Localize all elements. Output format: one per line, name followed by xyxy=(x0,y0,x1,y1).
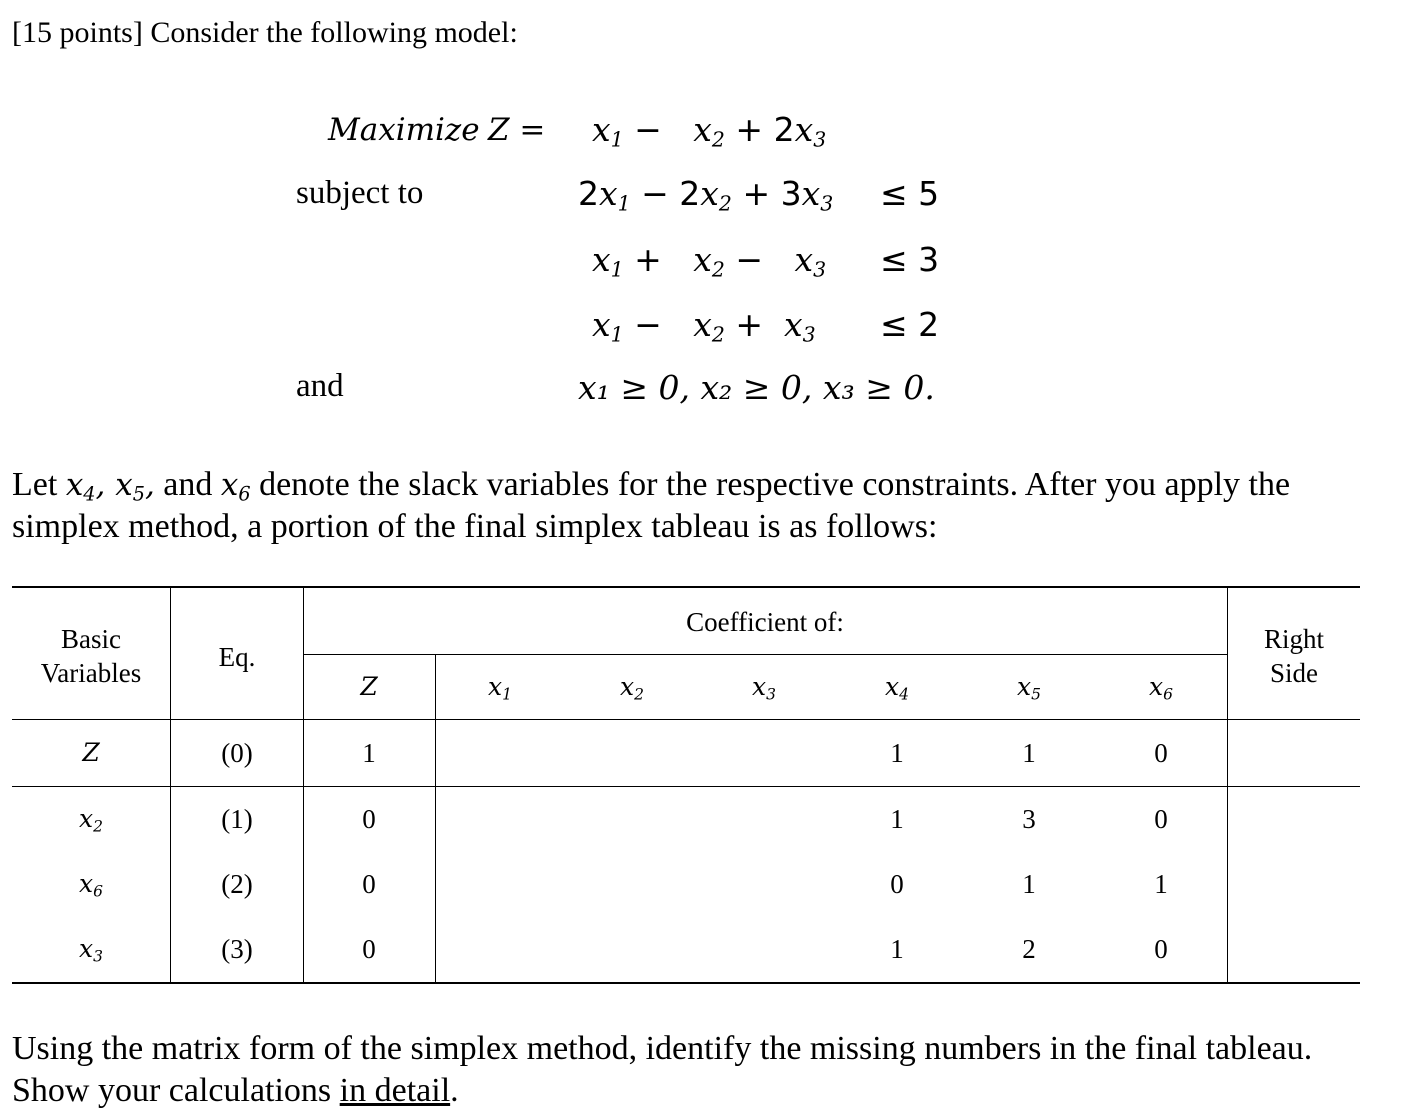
question-line-2: Show your calculations in detail. xyxy=(12,1072,459,1109)
row-1-z: 0 xyxy=(362,804,376,834)
and-label: and xyxy=(296,368,344,404)
row-3-x5: 2 xyxy=(1022,934,1036,964)
maximize-label: Maximize xyxy=(328,112,480,148)
row-0-eq: (0) xyxy=(221,738,253,768)
constraint-2-rhs: ≤ 3 xyxy=(880,240,940,279)
row-0-basic: Z xyxy=(82,738,100,767)
intro-line-2: simplex method, a portion of the final simplex tableau is as follows: xyxy=(12,508,938,545)
row-2-basic: $x_6$ xyxy=(79,869,103,901)
row-0-z: 1 xyxy=(362,738,376,768)
constraint-1-rhs: ≤ 5 xyxy=(880,174,940,213)
row-1-eq: (1) xyxy=(221,804,253,834)
col-header-x5: $x_5$ xyxy=(1017,672,1041,704)
constraint-3-rhs: ≤ 2 xyxy=(880,305,940,344)
z-equals: Z = xyxy=(488,112,546,148)
row-2-z: 0 xyxy=(362,869,376,899)
nonnegativity: x₁ ≥ 0, x₂ ≥ 0, x₃ ≥ 0. xyxy=(578,368,935,407)
row-3-x4: 1 xyxy=(890,934,904,964)
row-3-eq: (3) xyxy=(221,934,253,964)
row-1-basic: $x_2$ xyxy=(79,804,103,836)
col-header-x4: $x_4$ xyxy=(885,672,909,704)
col-header-x2: $x_2$ xyxy=(620,672,644,704)
col-header-x1: $x_1$ xyxy=(488,672,512,704)
subject-to-label: subject to xyxy=(296,175,424,211)
problem-header: [15 points] Consider the following model: xyxy=(12,16,518,49)
col-header-x6: $x_6$ xyxy=(1149,672,1173,704)
row-2-x5: 1 xyxy=(1022,869,1036,899)
row-2-eq: (2) xyxy=(221,869,253,899)
constraint-3: $x_1 - x_2 + x_3$ xyxy=(592,305,816,347)
constraint-2: $x_1 + x_2 - x_3$ xyxy=(592,240,827,282)
question-line-1: Using the matrix form of the simplex method, identify the missing numbers in the final tableau. xyxy=(12,1030,1313,1067)
row-2-x6: 1 xyxy=(1154,869,1168,899)
col-header-x3: $x_3$ xyxy=(752,672,776,704)
row-3-z: 0 xyxy=(362,934,376,964)
constraint-1: $2x_1 - 2x_2 + 3x_3$ xyxy=(578,174,834,216)
row-1-x4: 1 xyxy=(890,804,904,834)
row-3-x6: 0 xyxy=(1154,934,1168,964)
row-2-x4: 0 xyxy=(890,869,904,899)
eq-header: Eq. xyxy=(218,642,256,672)
coefficient-header: Coefficient of: xyxy=(686,607,844,637)
col-header-z: Z xyxy=(360,672,378,701)
intro-line-1: Let $x_4$, $x_5$, and $x_6$ denote the slack variables for the respective constraints. After you apply the xyxy=(12,466,1291,506)
row-0-x4: 1 xyxy=(890,738,904,768)
row-1-x6: 0 xyxy=(1154,804,1168,834)
row-1-x5: 3 xyxy=(1022,804,1036,834)
row-0-x5: 1 xyxy=(1022,738,1036,768)
objective-expression: $x_1 - x_2 + 2x_3$ xyxy=(592,110,827,152)
right-side-header: Right Side xyxy=(1263,624,1325,688)
row-0-x6: 0 xyxy=(1154,738,1168,768)
row-3-basic: $x_3$ xyxy=(79,934,103,966)
basic-variables-header: Basic Variables xyxy=(40,624,142,688)
